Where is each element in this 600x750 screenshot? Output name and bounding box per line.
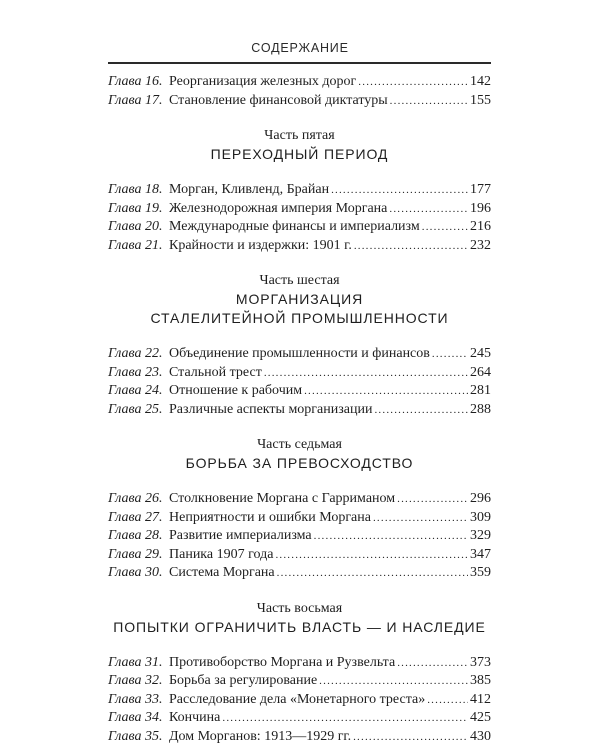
page-number: 347 (470, 546, 491, 562)
page-number: 425 (470, 710, 491, 725)
dot-leader (389, 200, 468, 219)
page-number: 309 (470, 509, 491, 525)
dot-leader (374, 401, 468, 420)
chapter-title: Противоборство Моргана и Рузвельта (169, 654, 396, 670)
chapter-title: Паника 1907 года (169, 546, 274, 562)
chapter-number: Глава 33. (108, 691, 163, 707)
part-heading (108, 127, 491, 164)
dot-leader (422, 218, 468, 237)
part-title: ПОПЫТКИ ОГРАНИЧИТЬ ВЛАСТЬ — И НАСЛЕДИЕ (113, 618, 486, 635)
running-header: СОДЕРЖАНИЕ (251, 41, 349, 55)
chapter-number: Глава 24. (108, 383, 163, 398)
table-of-contents (108, 73, 491, 746)
chapter-number: Глава 28. (108, 528, 163, 543)
part-label: Часть седьмая (257, 437, 342, 452)
toc-entry[interactable] (108, 73, 491, 92)
part-title: БОРЬБА ЗА ПРЕВОСХОДСТВО (185, 455, 414, 471)
page-number: 359 (470, 565, 491, 580)
page-number: 329 (470, 528, 491, 543)
page-number: 232 (470, 237, 491, 253)
chapter-title: Железнодорожная империя Моргана (169, 200, 388, 216)
chapter-title: Борьба за регулирование (169, 673, 318, 688)
dot-leader (358, 73, 468, 92)
chapter-title: Система Моргана (169, 565, 275, 580)
dot-leader (397, 490, 468, 509)
dot-leader (331, 181, 468, 200)
chapter-title: Дом Морганов: 1913—1929 гг. (169, 728, 352, 744)
toc-entry[interactable] (108, 691, 491, 710)
dot-leader (432, 345, 468, 364)
chapter-title: Международные финансы и империализм (169, 219, 420, 234)
chapter-title: Развитие империализма (169, 528, 312, 543)
chapter-number: Глава 32. (108, 673, 163, 688)
chapter-number: Глава 25. (108, 401, 163, 417)
toc-entry[interactable] (108, 218, 491, 237)
dot-leader (397, 654, 468, 673)
page-number: 385 (470, 673, 491, 688)
part-title: СТАЛЕЛИТЕЙНОЙ ПРОМЫШЛЕННОСТИ (150, 310, 449, 326)
chapter-number: Глава 26. (108, 491, 163, 506)
dot-leader (264, 364, 468, 383)
chapter-title: Столкновение Моргана с Гарриманом (169, 491, 396, 506)
dot-leader (319, 672, 468, 691)
chapter-number: Глава 30. (108, 565, 163, 580)
chapter-title: Неприятности и ошибки Моргана (169, 509, 371, 525)
toc-entry[interactable] (108, 364, 491, 383)
chapter-title: Реорганизация железных дорог (169, 74, 357, 89)
page-number: 373 (470, 654, 491, 670)
part-heading (108, 600, 491, 637)
toc-entry[interactable] (108, 382, 491, 401)
toc-entry[interactable] (108, 200, 491, 219)
toc-entry[interactable] (108, 527, 491, 546)
page-number: 245 (470, 346, 491, 361)
toc-entry[interactable] (108, 728, 491, 747)
chapter-title: Объединение промышленности и финансов (169, 346, 430, 361)
toc-entry[interactable] (108, 237, 491, 256)
part-heading (108, 436, 491, 473)
toc-entry[interactable] (108, 345, 491, 364)
part-title: ПЕРЕХОДНЫЙ ПЕРИОД (210, 146, 389, 162)
page-number: 296 (470, 491, 491, 506)
dot-leader (353, 728, 468, 747)
chapter-number: Глава 35. (108, 728, 163, 744)
part-title: МОРГАНИЗАЦИЯ (235, 291, 364, 307)
dot-leader (222, 709, 468, 728)
dot-leader (373, 509, 468, 528)
chapter-title: Кончина (169, 710, 221, 725)
chapter-number: Глава 16. (108, 74, 163, 89)
page-number: 412 (470, 691, 491, 707)
toc-entry[interactable] (108, 181, 491, 200)
dot-leader (275, 546, 468, 565)
chapter-title: Различные аспекты морганизации (169, 401, 373, 417)
dot-leader (277, 564, 468, 583)
page-number: 430 (470, 728, 491, 744)
chapter-number: Глава 22. (108, 346, 163, 361)
page-number: 216 (470, 219, 491, 234)
page-number: 264 (470, 364, 491, 380)
toc-entry[interactable] (108, 654, 491, 673)
chapter-number: Глава 23. (108, 364, 163, 380)
chapter-title: Расследование дела «Монетарного треста» (169, 691, 426, 707)
chapter-title: Морган, Кливленд, Брайан (169, 182, 330, 197)
chapter-number: Глава 19. (108, 200, 163, 216)
toc-entry[interactable] (108, 546, 491, 565)
dot-leader (427, 691, 468, 710)
chapter-number: Глава 17. (108, 92, 163, 108)
toc-entry[interactable] (108, 564, 491, 583)
toc-entry[interactable] (108, 672, 491, 691)
page-number: 177 (470, 182, 491, 197)
chapter-number: Глава 20. (108, 219, 163, 234)
dot-leader (354, 237, 468, 256)
chapter-number: Глава 27. (108, 509, 163, 525)
chapter-number: Глава 34. (108, 710, 163, 725)
chapter-number: Глава 31. (108, 654, 163, 670)
part-label: Часть восьмая (256, 600, 343, 616)
chapter-number: Глава 18. (108, 182, 163, 197)
toc-entry[interactable] (108, 509, 491, 528)
page-number: 196 (470, 200, 491, 216)
page-number: 155 (470, 92, 491, 108)
part-heading (108, 272, 491, 328)
dot-leader (314, 527, 468, 546)
page-number: 281 (470, 383, 491, 398)
part-label: Часть шестая (259, 273, 340, 288)
chapter-number: Глава 21. (108, 237, 163, 253)
dot-leader (390, 92, 468, 111)
chapter-title: Крайности и издержки: 1901 г. (169, 237, 352, 253)
header-rule (108, 62, 491, 64)
chapter-title: Стальной трест (169, 364, 262, 380)
toc-entry[interactable] (108, 709, 491, 728)
dot-leader (304, 382, 468, 401)
chapter-number: Глава 29. (108, 546, 163, 562)
toc-entry[interactable] (108, 401, 491, 420)
chapter-title: Становление финансовой диктатуры (169, 92, 388, 108)
toc-entry[interactable] (108, 490, 491, 509)
page-number: 288 (470, 401, 491, 417)
toc-entry[interactable] (108, 92, 491, 111)
part-label: Часть пятая (264, 128, 335, 143)
page-number: 142 (470, 74, 491, 89)
chapter-title: Отношение к рабочим (169, 383, 303, 398)
